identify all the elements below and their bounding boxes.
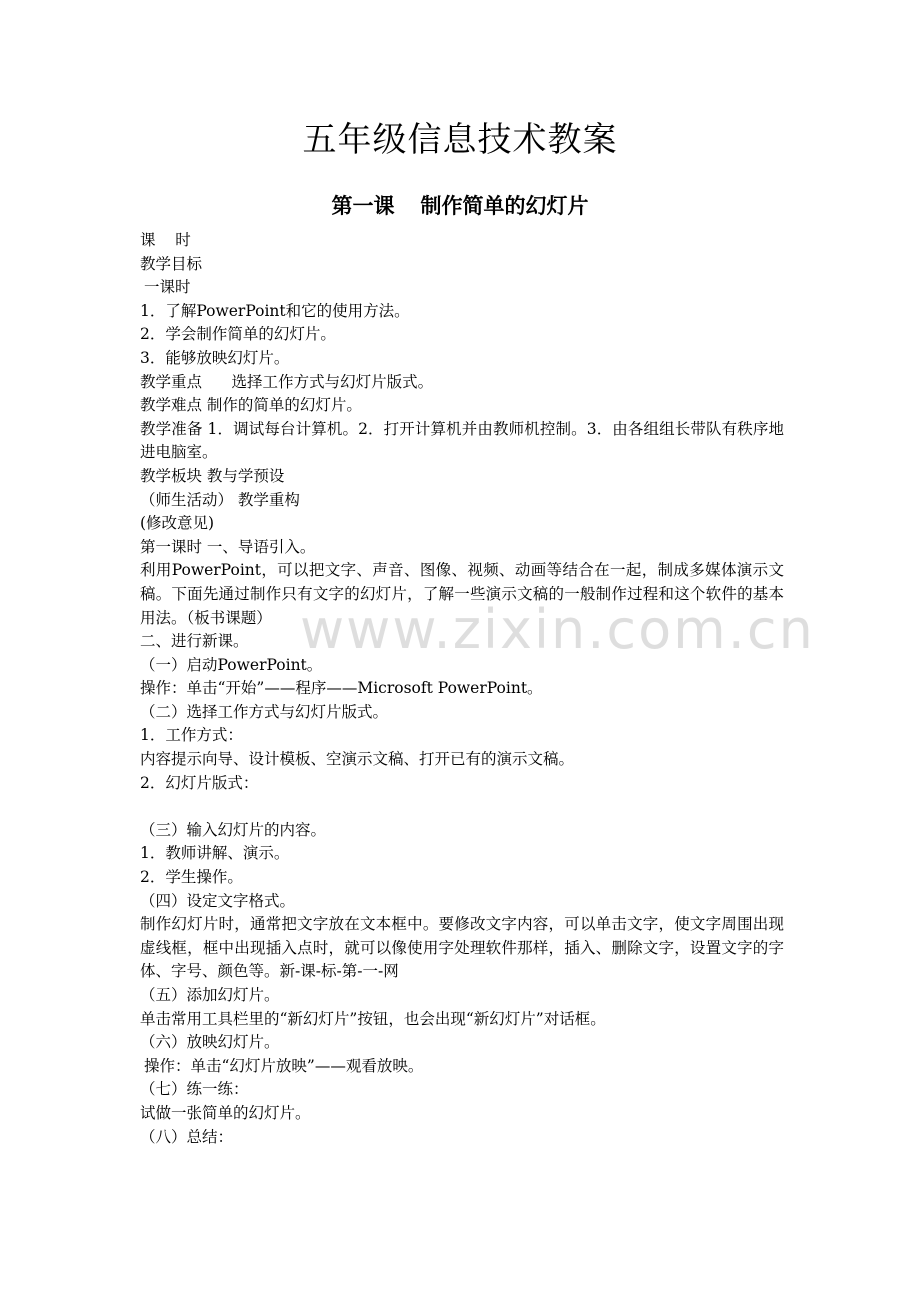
text-line: 第一课时 一、导语引入。 xyxy=(140,537,316,556)
text-line: （三）输入幻灯片的内容。 xyxy=(140,820,327,839)
text-line: 单击常用工具栏里的“新幻灯片”按钮，也会出现“新幻灯片”对话框。 xyxy=(140,1009,606,1028)
text-line: 3．能够放映幻灯片。 xyxy=(140,348,290,367)
text-line: 内容提示向导、设计模板、空演示文稿、打开已有的演示文稿。 xyxy=(140,750,575,769)
text-line: 教学难点 制作的简单的幻灯片。 xyxy=(140,396,362,415)
text-line: 教学目标 xyxy=(140,254,203,273)
text-line: 1．工作方式： xyxy=(140,726,243,745)
text-paragraph: 制作幻灯片时，通常把文字放在文本框中。要修改文字内容，可以单击文字，使文字周围出现虚线框，框中出现插入点时，就可以像使用字处理软件那样，插入、删除文字，设置文字的字体、字号、颜色等。新-课-标-第-一-网 xyxy=(140,915,784,981)
text-line: 课 时 xyxy=(140,231,191,249)
text-line: （二）选择工作方式与幻灯片版式。 xyxy=(140,702,389,721)
text-line: 2．幻灯片版式： xyxy=(140,773,259,792)
text-line: （师生活动） 教学重构 xyxy=(140,490,300,509)
text-line: （七）练一练： xyxy=(140,1080,249,1099)
text-line: （五）添加幻灯片。 xyxy=(140,986,280,1004)
text-line: 操作：单击“开始”——程序——Microsoft PowerPoint。 xyxy=(140,679,543,698)
text-line: (修改意见) xyxy=(140,514,215,533)
lesson-title xyxy=(0,190,920,220)
watermark: www.zixin.com.cn xyxy=(300,598,815,661)
text-line: 1．了解PowerPoint和它的使用方法。 xyxy=(140,301,410,320)
text-line: 试做一张简单的幻灯片。 xyxy=(140,1103,311,1122)
text-line: （四）设定文字格式。 xyxy=(140,891,296,910)
text-paragraph: 利用PowerPoint，可以把文字、声音、图像、视频、动画等结合在一起，制成多媒体演示文稿。下面先通过制作只有文字的幻灯片，了解一些演示文稿的一般制作过程和这个软件的基本用法。（板书课题） xyxy=(140,561,784,627)
text-line: （一）启动PowerPoint。 xyxy=(140,655,323,674)
text-line: （八）总结： xyxy=(140,1127,234,1146)
text-line: 教学板块 教与学预设 xyxy=(140,466,285,485)
text-line: 2．学生操作。 xyxy=(140,868,243,887)
lesson-number: 第一课 xyxy=(331,194,395,218)
text-line: 2．学会制作简单的幻灯片。 xyxy=(140,325,336,344)
lesson-name: 制作简单的幻灯片 xyxy=(420,194,589,218)
text-line: 一课时 xyxy=(144,278,191,297)
document-title: 五年级信息技术教案 xyxy=(302,120,618,160)
text-line: 教学重点 选择工作方式与幻灯片版式。 xyxy=(140,372,434,391)
blank-line xyxy=(140,795,784,819)
text-paragraph: 教学准备 1．调试每台计算机。2．打开计算机并由教师机控制。3．由各组组长带队有秩序地进电脑室。 xyxy=(140,419,784,462)
text-line: （六）放映幻灯片。 xyxy=(140,1033,280,1052)
text-line: 二、进行新课。 xyxy=(140,632,249,651)
text-line: 1．教师讲解、演示。 xyxy=(140,844,290,863)
document-body xyxy=(140,229,784,1149)
text-line: 操作：单击“幻灯片放映”——观看放映。 xyxy=(144,1056,424,1075)
